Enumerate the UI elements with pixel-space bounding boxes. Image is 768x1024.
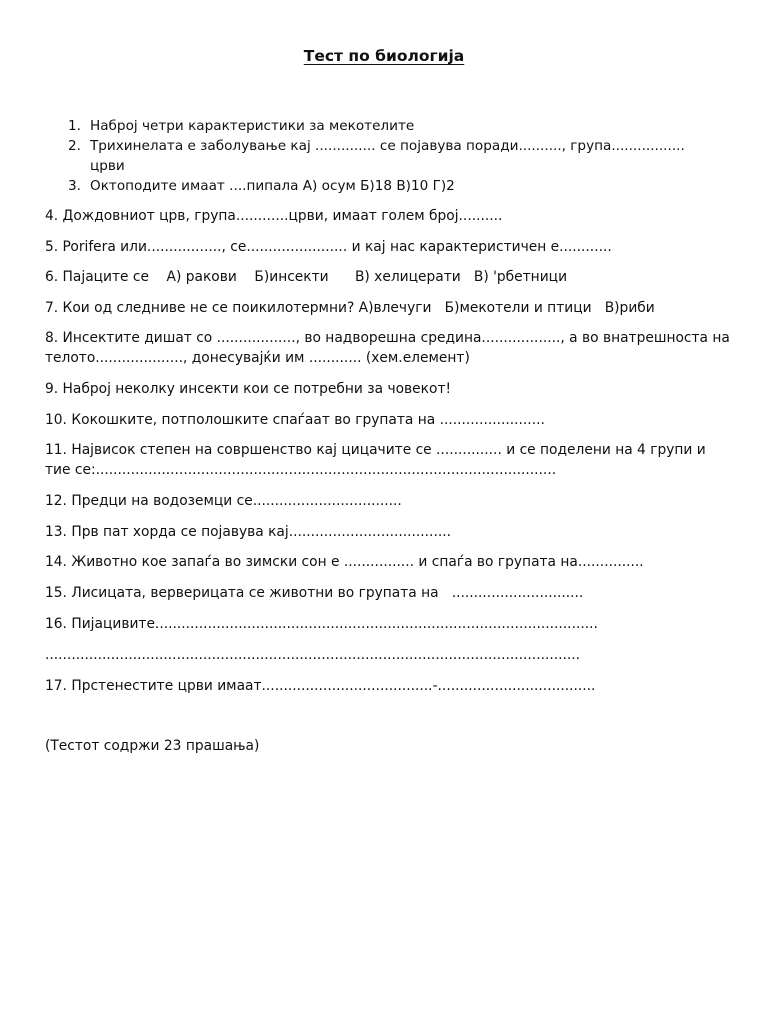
question-13: 13. Прв пат хорда се појавува кај..................................... [45, 524, 451, 540]
list-item-number: 2. [68, 138, 81, 154]
question-11: 11. Највисок степен на совршенство кај цицачите се ............... и се поделени на 4 групи и тие се:......................................................................................................... [45, 442, 711, 478]
question-8: 8. Инсектите дишат со .................., во надворешна средина.................., а во внатрешноста на телото...................., донесувајќи им ............ (хем.елемент) [45, 330, 735, 366]
list-item-text: Октоподите имаат ....пипала А) осум Б)18 В)10 Г)2 [90, 178, 455, 194]
question-17: 17. Прстенестите црви имаат.......................................-.................................... [45, 678, 596, 694]
question-5: 5. Porifera или................., се....................... и кај нас карактеристичен е............ [45, 239, 612, 255]
question-10: 10. Кокошките, потполошките спаѓаат во групата на ........................ [45, 412, 545, 428]
numbered-list [68, 116, 708, 196]
list-item [68, 176, 708, 196]
question-4: 4. Дождовниот црв, група............црви, имаат голем број.......... [45, 208, 503, 224]
question-16-continuation: .......................................................................................................................... [45, 647, 581, 663]
question-16: 16. Пијацивите..................................................................................................... [45, 616, 598, 632]
list-item-text: Трихинелата е заболување кај .............. се појавува поради.........., група................. црви [90, 138, 685, 174]
list-item-number: 1. [68, 118, 81, 134]
page-title: Тест по биологија [303, 47, 465, 65]
list-item-text: Наброј четри карактеристики за мекотелите [90, 118, 415, 134]
footer-note: (Тестот содржи 23 прашања) [45, 738, 260, 754]
list-item [68, 136, 708, 176]
question-9: 9. Наброј неколку инсекти кои се потребни за човекот! [45, 381, 452, 397]
question-12: 12. Предци на водоземци се.................................. [45, 493, 402, 509]
question-7: 7. Кои од следниве не се поикилотермни? А)влечуги Б)мекотели и птици В)риби [45, 300, 655, 316]
question-15: 15. Лисицата, верверицата се животни во групата на .............................. [45, 585, 584, 601]
question-6: 6. Пајаците се А) ракови Б)инсекти В) хелицерати В) 'рбетници [45, 269, 568, 285]
question-14: 14. Животно кое запаѓа во зимски сон е ................ и спаѓа во групата на............... [45, 554, 644, 570]
list-item [68, 116, 708, 136]
list-item-number: 3. [68, 178, 81, 194]
